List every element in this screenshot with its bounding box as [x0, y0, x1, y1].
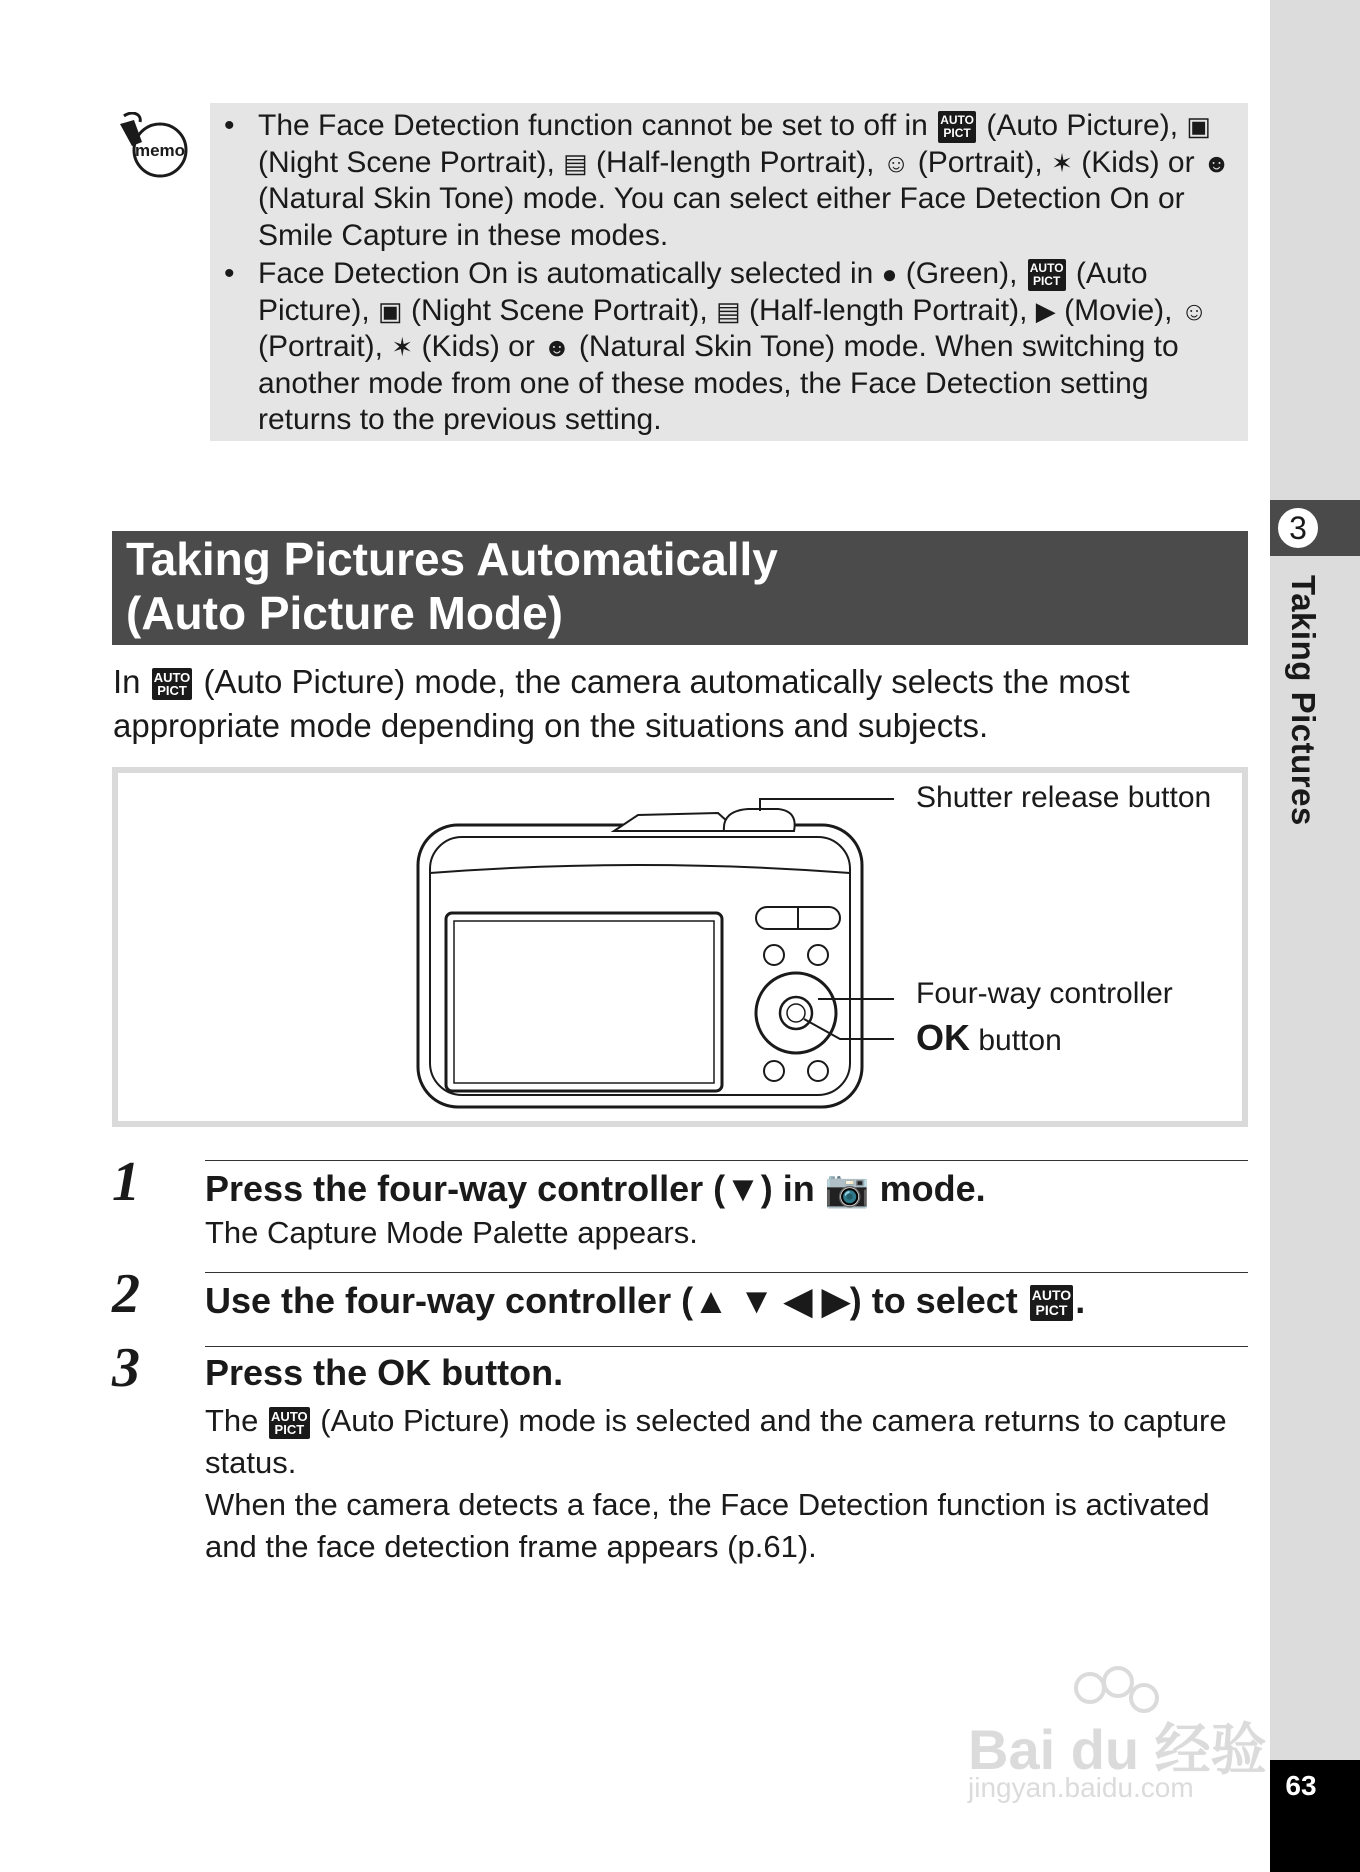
ok-mark: OK: [916, 1017, 970, 1058]
step-3-number: 3: [112, 1337, 140, 1399]
step-1-body: The Capture Mode Palette appears.: [205, 1215, 698, 1250]
half-length-portrait-icon: ▤: [563, 147, 588, 178]
step-2-number: 2: [112, 1263, 140, 1325]
natural-skin-tone-icon: ☻: [543, 332, 571, 362]
label-four-way-controller: Four-way controller: [916, 977, 1173, 1010]
step-2-rule: [205, 1272, 1248, 1273]
night-scene-portrait-icon: ▣: [378, 295, 403, 326]
watermark-brand: Bai du 经验: [968, 1718, 1267, 1781]
night-scene-portrait-icon: ▣: [1186, 111, 1211, 141]
auto-picture-mode-icon: AUTO PICT: [938, 111, 976, 143]
camera-icon: 📷: [824, 1168, 870, 1209]
step-3-body: The AUTO PICT (Auto Picture) mode is selected and the camera returns to capture status. When the camera detects a face, the Face Detection function is activated and the face detection frame appears (p.61).: [205, 1403, 1227, 1564]
step-1-number: 1: [112, 1151, 140, 1213]
section-heading: [126, 532, 1226, 640]
page-number: 63: [1285, 1770, 1317, 1801]
auto-picture-mode-icon: AUTO PICT: [153, 670, 191, 699]
step-3-title: Press the OK button.: [205, 1352, 564, 1393]
chapter-number: 3: [1276, 506, 1320, 550]
step-1-title: Press the four-way controller (▼) in 📷 mode.: [205, 1168, 986, 1209]
label-ok-button: OK button: [916, 1017, 1062, 1058]
section-title-line2: (Auto Picture Mode): [126, 587, 563, 639]
portrait-icon: ☺: [882, 147, 910, 178]
green-mode-icon: ●: [881, 259, 898, 289]
chapter-title: Taking Pictures: [1285, 575, 1322, 826]
auto-picture-mode-icon: AUTO PICT: [1028, 259, 1066, 291]
memo-icon-label: memo: [134, 141, 186, 160]
memo-item-2: • Face Detection On is automatically selected in ● (Green), AUTO PICT (Auto Picture), ▣ (Night Scene Portrait), ▤ (Half-length Portrait), ▶ (Movie), ☺ (Portrait), ✶ (Kids) or ☻ (Natural Skin Tone) mode. When switching to another mode from one of these modes, the Face Detection setting returns to the previous setting.: [224, 257, 1208, 436]
camera-illustration: [118, 773, 1242, 1121]
auto-picture-mode-icon: AUTO PICT: [271, 1408, 308, 1437]
auto-picture-mode-icon: AUTO PICT: [1030, 1285, 1073, 1321]
portrait-icon: ☺: [1180, 295, 1208, 326]
step-1-rule: [205, 1160, 1248, 1161]
memo-item-1: • The Face Detection function cannot be set to off in AUTO PICT (Auto Picture), ▣ (Night Scene Portrait), ▤ (Half-length Portrait), ☺ (Portrait), ✶ (Kids) or ☻ (Natural Skin Tone) mode. You can select either Face Detection On or Smile Capture in these modes.: [224, 109, 1231, 252]
step-2-title: Use the four-way controller (▲ ▼ ◀ ▶) to select AUTO PICT .: [205, 1280, 1086, 1321]
step-3-rule: [205, 1346, 1248, 1347]
kids-icon: ✶: [391, 332, 414, 362]
watermark-url: jingyan.baidu.com: [968, 1772, 1194, 1803]
memo-icon: [112, 112, 192, 182]
camera-diagram: [112, 767, 1248, 1127]
kids-icon: ✶: [1051, 147, 1073, 178]
baidu-watermark: [960, 1660, 1280, 1810]
ok-mark: OK: [377, 1352, 432, 1393]
intro-paragraph: In AUTO PICT (Auto Picture) mode, the camera automatically selects the most appropriate mode depending on the situations and subjects.: [113, 663, 1130, 744]
label-shutter-release: Shutter release button: [916, 781, 1212, 814]
natural-skin-tone-icon: ☻: [1202, 147, 1231, 178]
section-title-line1: Taking Pictures Automatically: [126, 533, 778, 585]
movie-icon: ▶: [1035, 295, 1056, 326]
half-length-portrait-icon: ▤: [716, 295, 741, 326]
shutter-release-button: [724, 809, 795, 831]
chapter-side-tab: [1270, 0, 1360, 1872]
